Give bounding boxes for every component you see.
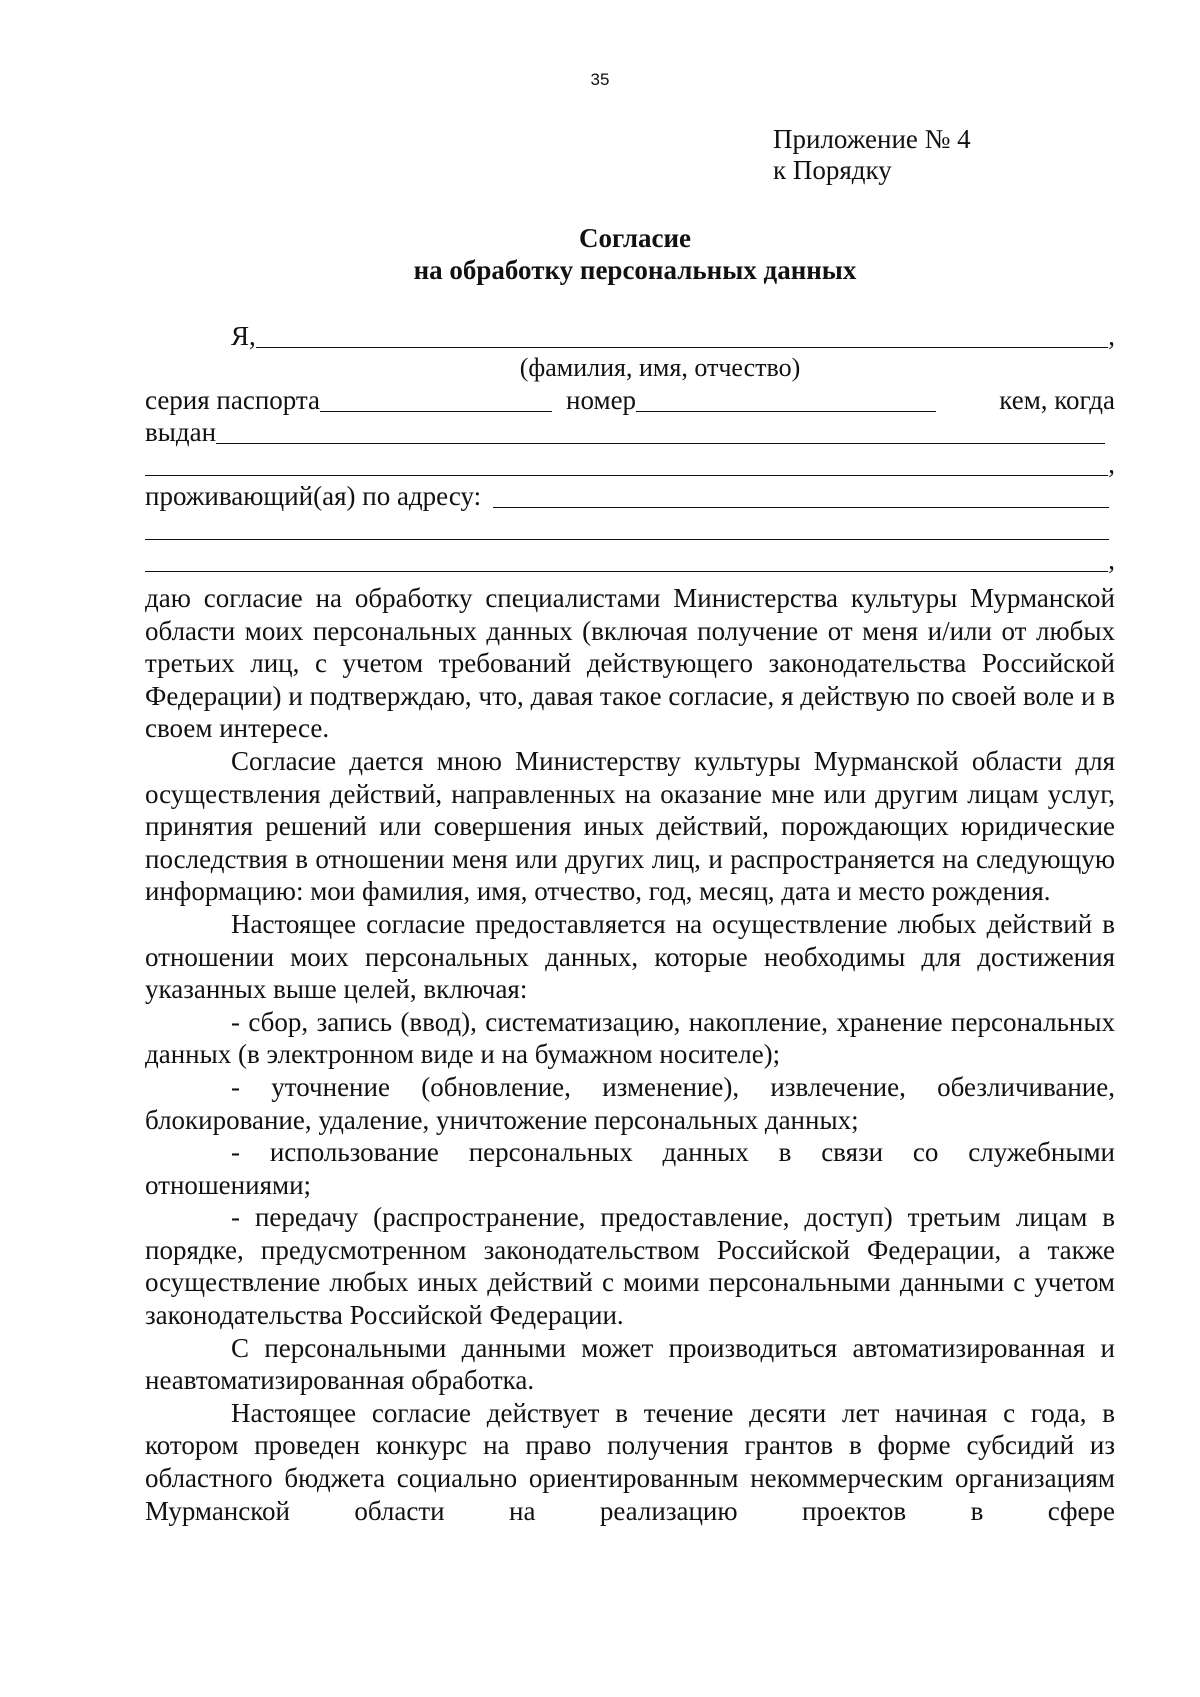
page-number: 35 — [590, 70, 610, 89]
full-name-field[interactable] — [256, 323, 1108, 348]
paragraph-processing-type: С персональными данными может производиться автоматизированная и неавтоматизированная обработка. — [145, 1332, 1115, 1396]
list-item-clarification: - уточнение (обновление, изменение), извлечение, обезличивание, блокирование, удаление, уничтожение персональных данных; — [145, 1071, 1115, 1135]
comma: , — [1108, 449, 1115, 479]
address-field-continued-2[interactable] — [145, 547, 1108, 572]
paragraph-consent-given: даю согласие на обработку специалистами Министерства культуры Мурманской области моих персональных данных (включая получение от меня и/или от любых третьих лиц, с учетом требований действующего законодательства Российской Федерации) и подтверждаю, что, давая такое согласие, я действую по своей воле и в своем интересе. — [145, 583, 1115, 744]
passport-series-label: серия паспорта — [145, 385, 321, 415]
list-item-use: - использование персональных данных в связи со служебными отношениями; — [145, 1137, 1115, 1200]
passport-number-field[interactable] — [636, 387, 936, 412]
paragraph-validity: Настоящее согласие действует в течение десяти лет начиная с года, в котором проведен конкурс на право получения грантов в форме субсидий из областного бюджета социально ориентированным некоммерческим организациям Мурманской области на реализацию проектов в сфере — [145, 1397, 1115, 1526]
issued-field[interactable] — [216, 419, 1105, 444]
consent-form — [145, 320, 1115, 576]
issued-field-continued[interactable] — [145, 451, 1108, 476]
residing-label: проживающий(ая) по адресу: — [145, 481, 482, 511]
title-line1: Согласие — [578, 223, 692, 253]
address-field-continued[interactable] — [145, 515, 1109, 540]
appendix-header — [773, 124, 971, 186]
paragraph-actions: Настоящее согласие предоставляется на осуществление любых действий в отношении моих персональных данных, которые необходимы для достижения указанных выше целей, включая: — [145, 908, 1115, 1005]
name-hint: (фамилия, имя, отчество) — [519, 353, 801, 382]
appendix-line2: к Порядку — [773, 155, 892, 185]
title-line2: на обработку персональных данных — [413, 255, 857, 285]
address-line-2 — [145, 512, 1115, 544]
i-label: Я, — [231, 321, 256, 351]
list-item-transfer: - передачу (распространение, предоставление, доступ) третьим лицам в порядке, предусмотренном законодательством Российской Федерации, а также осуществление любых иных действий с моими персональными данными с учетом законодательства Российской Федерации. — [145, 1202, 1115, 1331]
passport-series-field[interactable] — [320, 387, 552, 412]
issued-line-2 — [145, 448, 1115, 480]
address-line — [145, 480, 1115, 512]
address-line-3 — [145, 544, 1115, 576]
address-field[interactable] — [493, 483, 1109, 508]
consent-body — [145, 582, 1115, 1527]
passport-line — [145, 384, 1115, 416]
document-title — [0, 222, 1200, 286]
issued-label: выдан — [145, 417, 217, 447]
number-label: номер — [566, 385, 637, 415]
comma: , — [1108, 321, 1115, 351]
issued-by-label: кем, когда — [999, 385, 1115, 415]
list-item-collection: - сбор, запись (ввод), систематизацию, накопление, хранение персональных данных (в электронном виде и на бумажном носителе); — [145, 1006, 1115, 1070]
name-line — [145, 320, 1115, 352]
appendix-line1: Приложение № 4 — [773, 124, 971, 154]
comma: , — [1108, 545, 1115, 575]
issued-line — [145, 416, 1115, 448]
paragraph-consent-to-ministry: Согласие дается мною Министерству культуры Мурманской области для осуществления действий, направленных на оказание мне или другим лицам услуг, принятия решений или совершения иных действий, порождающих юридические последствия в отношении меня или других лиц, и распространяется на следующую информацию: мои фамилия, имя, отчество, год, месяц, дата и место рождения. — [145, 745, 1115, 907]
